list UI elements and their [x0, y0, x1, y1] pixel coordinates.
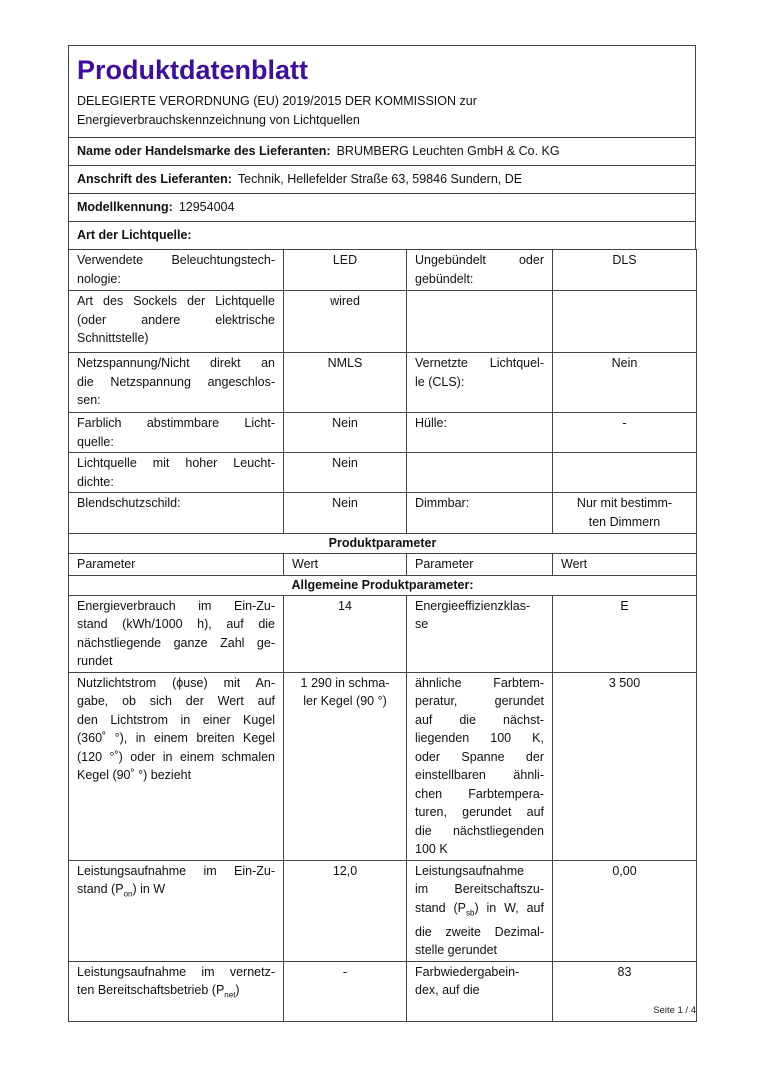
value-cell [553, 493, 697, 534]
address-label: Anschrift des Lieferanten: [77, 172, 232, 186]
cell-line: Nur mit bestimm- [576, 496, 673, 510]
value-cell [553, 595, 697, 672]
cell-line: chen Farbtempera- [415, 786, 544, 801]
value-cell [284, 860, 407, 961]
cell-line: Nutzlichtstrom (ϕuse) mit An- [77, 675, 275, 690]
light-source-type-label: Art der Lichtquelle: [77, 228, 192, 242]
cell-line: gebündelt: [415, 271, 474, 286]
table-row [69, 595, 697, 672]
cell-line [77, 981, 275, 1005]
cell-line [415, 899, 544, 923]
parameter-cell [69, 672, 284, 860]
cell-line: die Netzspannung angeschlos- [77, 374, 275, 389]
cell-line: dex, auf die [415, 983, 480, 997]
column-header: Parameter [69, 554, 284, 576]
cell-line: Leistungsaufnahme [415, 863, 525, 878]
product-params-heading-row [69, 534, 697, 554]
cell-line: sen: [77, 393, 101, 407]
cell-line: dichte: [77, 474, 114, 489]
parameter-cell [407, 493, 553, 534]
cell-line: quelle: [77, 434, 114, 449]
cell-line: im Bereitschaftszu- [415, 882, 544, 896]
text-segment: stand (P [77, 882, 124, 896]
subscript: net [224, 990, 236, 1000]
cell-line: Schnittstelle) [77, 331, 149, 345]
cell-line: oder Spanne der [415, 749, 544, 764]
cell-line: gabe, ob sich der Wert auf [77, 694, 275, 708]
cell-line: wired [330, 294, 360, 308]
value-cell [284, 453, 407, 493]
supplier-row [68, 137, 696, 165]
table-row [69, 353, 697, 413]
cell-line: Farbwiedergabein- [415, 964, 520, 979]
cell-line: Art des Sockels der Lichtquelle [77, 294, 275, 308]
value-cell [553, 413, 697, 453]
cell-line: die zweite Dezimal- [415, 924, 544, 939]
cell-line: Energieverbrauch im Ein-Zu- [77, 598, 275, 613]
general-params-heading-row [69, 575, 697, 595]
value-cell [284, 595, 407, 672]
value-cell [284, 353, 407, 413]
cell-line: liegenden 100 K, [415, 731, 544, 745]
address-value: Technik, Hellefelder Straße 63, 59846 Sundern, DE [237, 172, 523, 186]
text-segment: ) [235, 983, 240, 997]
value-cell [553, 672, 697, 860]
cell-line: Farblich abstimmbare Licht- [77, 416, 275, 430]
cell-line: turen, gerundet auf [415, 805, 544, 819]
parameter-cell [69, 353, 284, 413]
data-table [68, 249, 697, 1022]
cell-line: le (CLS): [415, 374, 465, 389]
column-header: Wert [284, 554, 407, 576]
cell-line: Verwendete Beleuchtungstech- [77, 253, 275, 267]
column-header-row [69, 554, 697, 576]
parameter-cell [407, 413, 553, 453]
table-row [69, 291, 697, 353]
cell-line: 83 [617, 964, 632, 979]
cell-line: - [342, 964, 348, 979]
cell-line: (360˚ °), in einem breiten Kegel [77, 731, 275, 745]
subscript: on [123, 889, 133, 899]
page-number: Seite 1 / 4 [653, 1005, 696, 1016]
parameter-cell [407, 595, 553, 672]
cell-line: 14 [338, 598, 352, 613]
cell-line: 3 500 [608, 675, 641, 690]
cell-line: Leistungsaufnahme im vernetz- [77, 964, 275, 979]
cell-line: rundet [77, 654, 113, 668]
parameter-cell [69, 250, 284, 291]
cell-line: Hülle: [415, 416, 447, 430]
text-segment: ten Bereitschaftsbetrieb (P [77, 983, 225, 997]
cell-line: se [415, 617, 429, 631]
table-row [69, 493, 697, 534]
subscript: sb [465, 908, 475, 917]
cell-line: LED [332, 253, 358, 267]
cell-line: Blendschutzschild: [77, 496, 181, 510]
product-data-sheet [68, 45, 696, 1022]
cell-line [77, 880, 275, 904]
value-cell [284, 291, 407, 353]
cell-line: die nächstliegenden [415, 823, 544, 838]
cell-line: 12,0 [332, 863, 358, 878]
value-cell [284, 672, 407, 860]
page-title: Produktdatenblatt [77, 55, 309, 85]
parameter-cell [69, 961, 284, 1021]
table-row [69, 672, 697, 860]
cell-line: nächstliegende ganze Zahl ge- [77, 635, 275, 650]
cell-line: 0,00 [612, 863, 637, 878]
column-header: Parameter [407, 554, 553, 576]
cell-line: Leistungsaufnahme im Ein-Zu- [77, 863, 275, 878]
table-row [69, 453, 697, 493]
parameter-cell [407, 860, 553, 961]
column-header: Wert [553, 554, 697, 576]
cell-line: einstellbaren ähnli- [415, 768, 544, 782]
cell-line: DLS [612, 253, 637, 267]
parameter-cell [407, 453, 553, 493]
product-params-heading: Produktparameter [69, 534, 697, 554]
cell-line: Ungebündelt oder [415, 253, 544, 267]
table-row [69, 250, 697, 291]
supplier-value: BRUMBERG Leuchten GmbH & Co. KG [336, 144, 560, 158]
cell-line: Vernetzte Lichtquel- [415, 356, 544, 370]
cell-line: peratur, gerundet [415, 694, 544, 708]
value-cell [284, 250, 407, 291]
parameter-cell [69, 453, 284, 493]
cell-line: 1 290 in schma- [300, 675, 390, 690]
cell-line: ten Dimmern [588, 514, 661, 529]
cell-line: ler Kegel (90 °) [303, 694, 387, 708]
cell-line: stelle gerundet [415, 943, 498, 957]
general-params-heading: Allgemeine Produktparameter: [69, 575, 697, 595]
parameter-cell [69, 291, 284, 353]
parameter-cell [407, 353, 553, 413]
light-source-type-row [68, 221, 696, 249]
value-cell [553, 250, 697, 291]
model-row [68, 193, 696, 221]
cell-line: E [620, 598, 629, 613]
parameter-cell [69, 493, 284, 534]
parameter-cell [69, 595, 284, 672]
table-row [69, 860, 697, 961]
table-row [69, 413, 697, 453]
parameter-cell [407, 961, 553, 1021]
value-cell [553, 860, 697, 961]
value-cell [553, 453, 697, 493]
parameter-cell [407, 672, 553, 860]
address-row [68, 165, 696, 193]
cell-line: NMLS [327, 356, 363, 370]
cell-line: Energieeffizienzklas- [415, 598, 531, 613]
value-cell [553, 353, 697, 413]
cell-line: Kegel (90˚ °) bezieht [77, 768, 192, 782]
cell-line: Dimmbar: [415, 496, 470, 510]
value-cell [284, 493, 407, 534]
text-segment: ) in W, auf [474, 900, 544, 915]
cell-line: - [622, 416, 627, 430]
cell-line: den Lichtstrom in einer Kugel [77, 712, 275, 727]
cell-line: stand (kWh/1000 h), auf die [77, 617, 275, 631]
cell-line: 100 K [415, 842, 448, 856]
table-row [69, 961, 697, 1021]
cell-line: Lichtquelle mit hoher Leucht- [77, 456, 275, 470]
header-box [68, 45, 696, 137]
cell-line: (120 °˚) oder in einem schmalen [77, 749, 275, 764]
supplier-label: Name oder Handelsmarke des Lieferanten: [77, 144, 331, 158]
value-cell [284, 413, 407, 453]
cell-line: (oder andere elektrische [77, 312, 275, 327]
value-cell [553, 291, 697, 353]
cell-line: Nein [332, 496, 358, 510]
parameter-cell [69, 413, 284, 453]
text-segment: ) in W [132, 882, 166, 896]
regulation-line-2: Energieverbrauchskennzeichnung von Lichtquellen [77, 112, 360, 127]
regulation-line-1: DELEGIERTE VERORDNUNG (EU) 2019/2015 DER KOMMISSION zur [77, 94, 477, 108]
cell-line: Nein [332, 416, 358, 430]
cell-line: nologie: [77, 271, 121, 286]
cell-line: Nein [332, 456, 358, 470]
text-segment: stand (P [415, 900, 466, 915]
cell-line: auf die nächst- [415, 712, 544, 727]
parameter-cell [407, 291, 553, 353]
cell-line: Nein [611, 356, 638, 370]
model-label: Modellkennung: [77, 200, 173, 214]
cell-line: Netzspannung/Nicht direkt an [77, 356, 275, 370]
cell-line: ähnliche Farbtem- [415, 675, 544, 690]
value-cell [284, 961, 407, 1021]
parameter-cell [407, 250, 553, 291]
model-value: 12954004 [178, 200, 235, 214]
parameter-cell [69, 860, 284, 961]
